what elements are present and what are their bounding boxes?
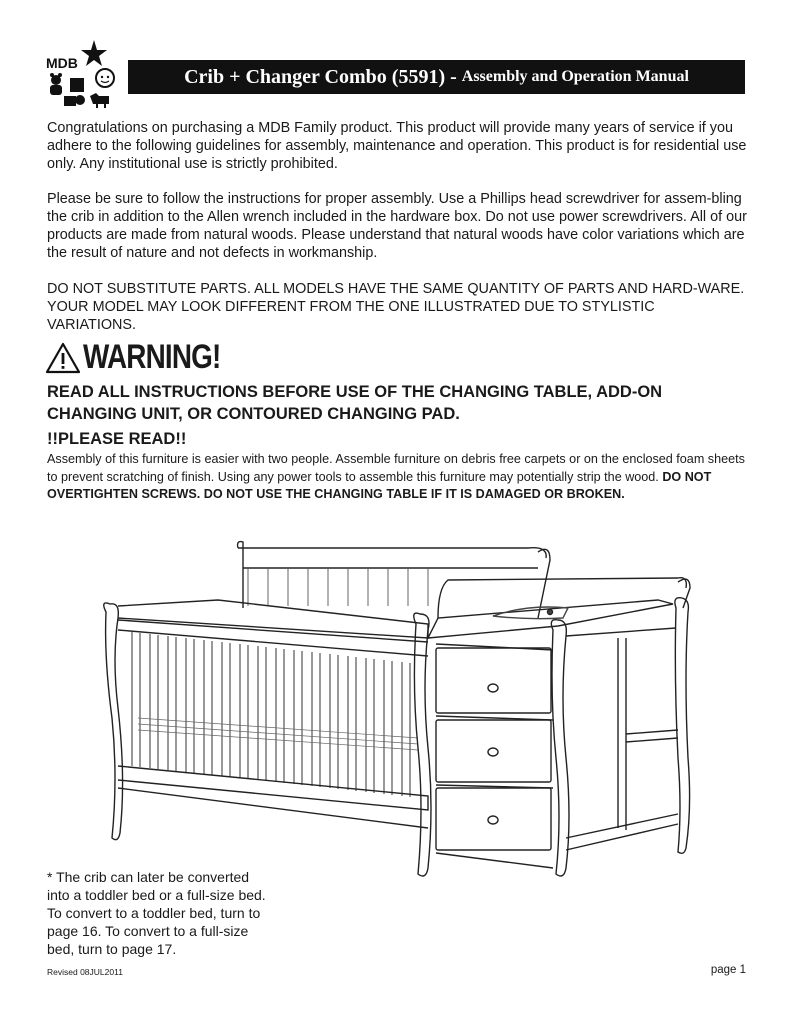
warning-heading <box>45 338 251 377</box>
mdb-logo-icon <box>44 38 124 114</box>
assembly-notice-bold: DO NOT OVERTIGHTEN SCREWS. DO NOT USE THE CHANGING TABLE IF IT IS DAMAGED OR BROKEN. <box>47 469 712 501</box>
assembly-notice <box>47 451 747 504</box>
warning-triangle-icon <box>45 341 81 375</box>
document-title: Crib + Changer Combo (5591) - <box>184 65 457 88</box>
intro-paragraph-2: Please be sure to follow the instructions for proper assembly. Use a Phillips head screwdriver for assem-bling the crib in addition to the Allen wrench included in the hardware box. Do not use power screwdrivers. All of our products are made from natural woods. Please understand that natural woods have color variations which are the result of nature and not defects in workmanship. <box>47 191 747 261</box>
page-number: page 1 <box>710 964 746 976</box>
document-subtitle: Assembly and Operation Manual <box>461 68 689 85</box>
please-read-heading: !!PLEASE READ!! <box>47 430 187 448</box>
intro-paragraph-1: Congratulations on purchasing a MDB Family product. This product will provide many years of service if you adhere to the following guidelines for assembly, maintenance and operation. This product is for residential use only. Any institutional use is strictly prohibited. <box>47 120 747 172</box>
intro-paragraph-3: DO NOT SUBSTITUTE PARTS. ALL MODELS HAVE THE SAME QUANTITY OF PARTS AND HARD-WARE. YOUR MODEL MAY LOOK DIFFERENT FROM THE ONE ILLUSTRATED DUE TO STYLISTIC VARIATIONS. <box>47 281 745 333</box>
warning-subtitle: READ ALL INSTRUCTIONS BEFORE USE OF THE CHANGING TABLE, ADD-ON CHANGING UNIT, OR CONTOURED CHANGING PAD. <box>47 383 663 423</box>
svg-text:MDB: MDB <box>46 55 78 71</box>
warning-title: WARNING! <box>83 338 221 376</box>
conversion-note: * The crib can later be converted into a toddler bed or a full-size bed. To convert to a toddler bed, turn to page 16. To convert to a full-size bed, turn to page 17. <box>47 869 266 957</box>
title-bar <box>128 60 745 94</box>
revision-date: Revised 08JUL2011 <box>47 967 123 977</box>
crib-changer-illustration <box>98 538 698 898</box>
assembly-notice-text: Assembly of this furniture is easier with two people. Assemble furniture on debris free carpets or on the enclosed foam sheets to prevent scratching of finish. Using any power tools to assemble this furniture may potentially strip the wood. <box>47 452 745 484</box>
